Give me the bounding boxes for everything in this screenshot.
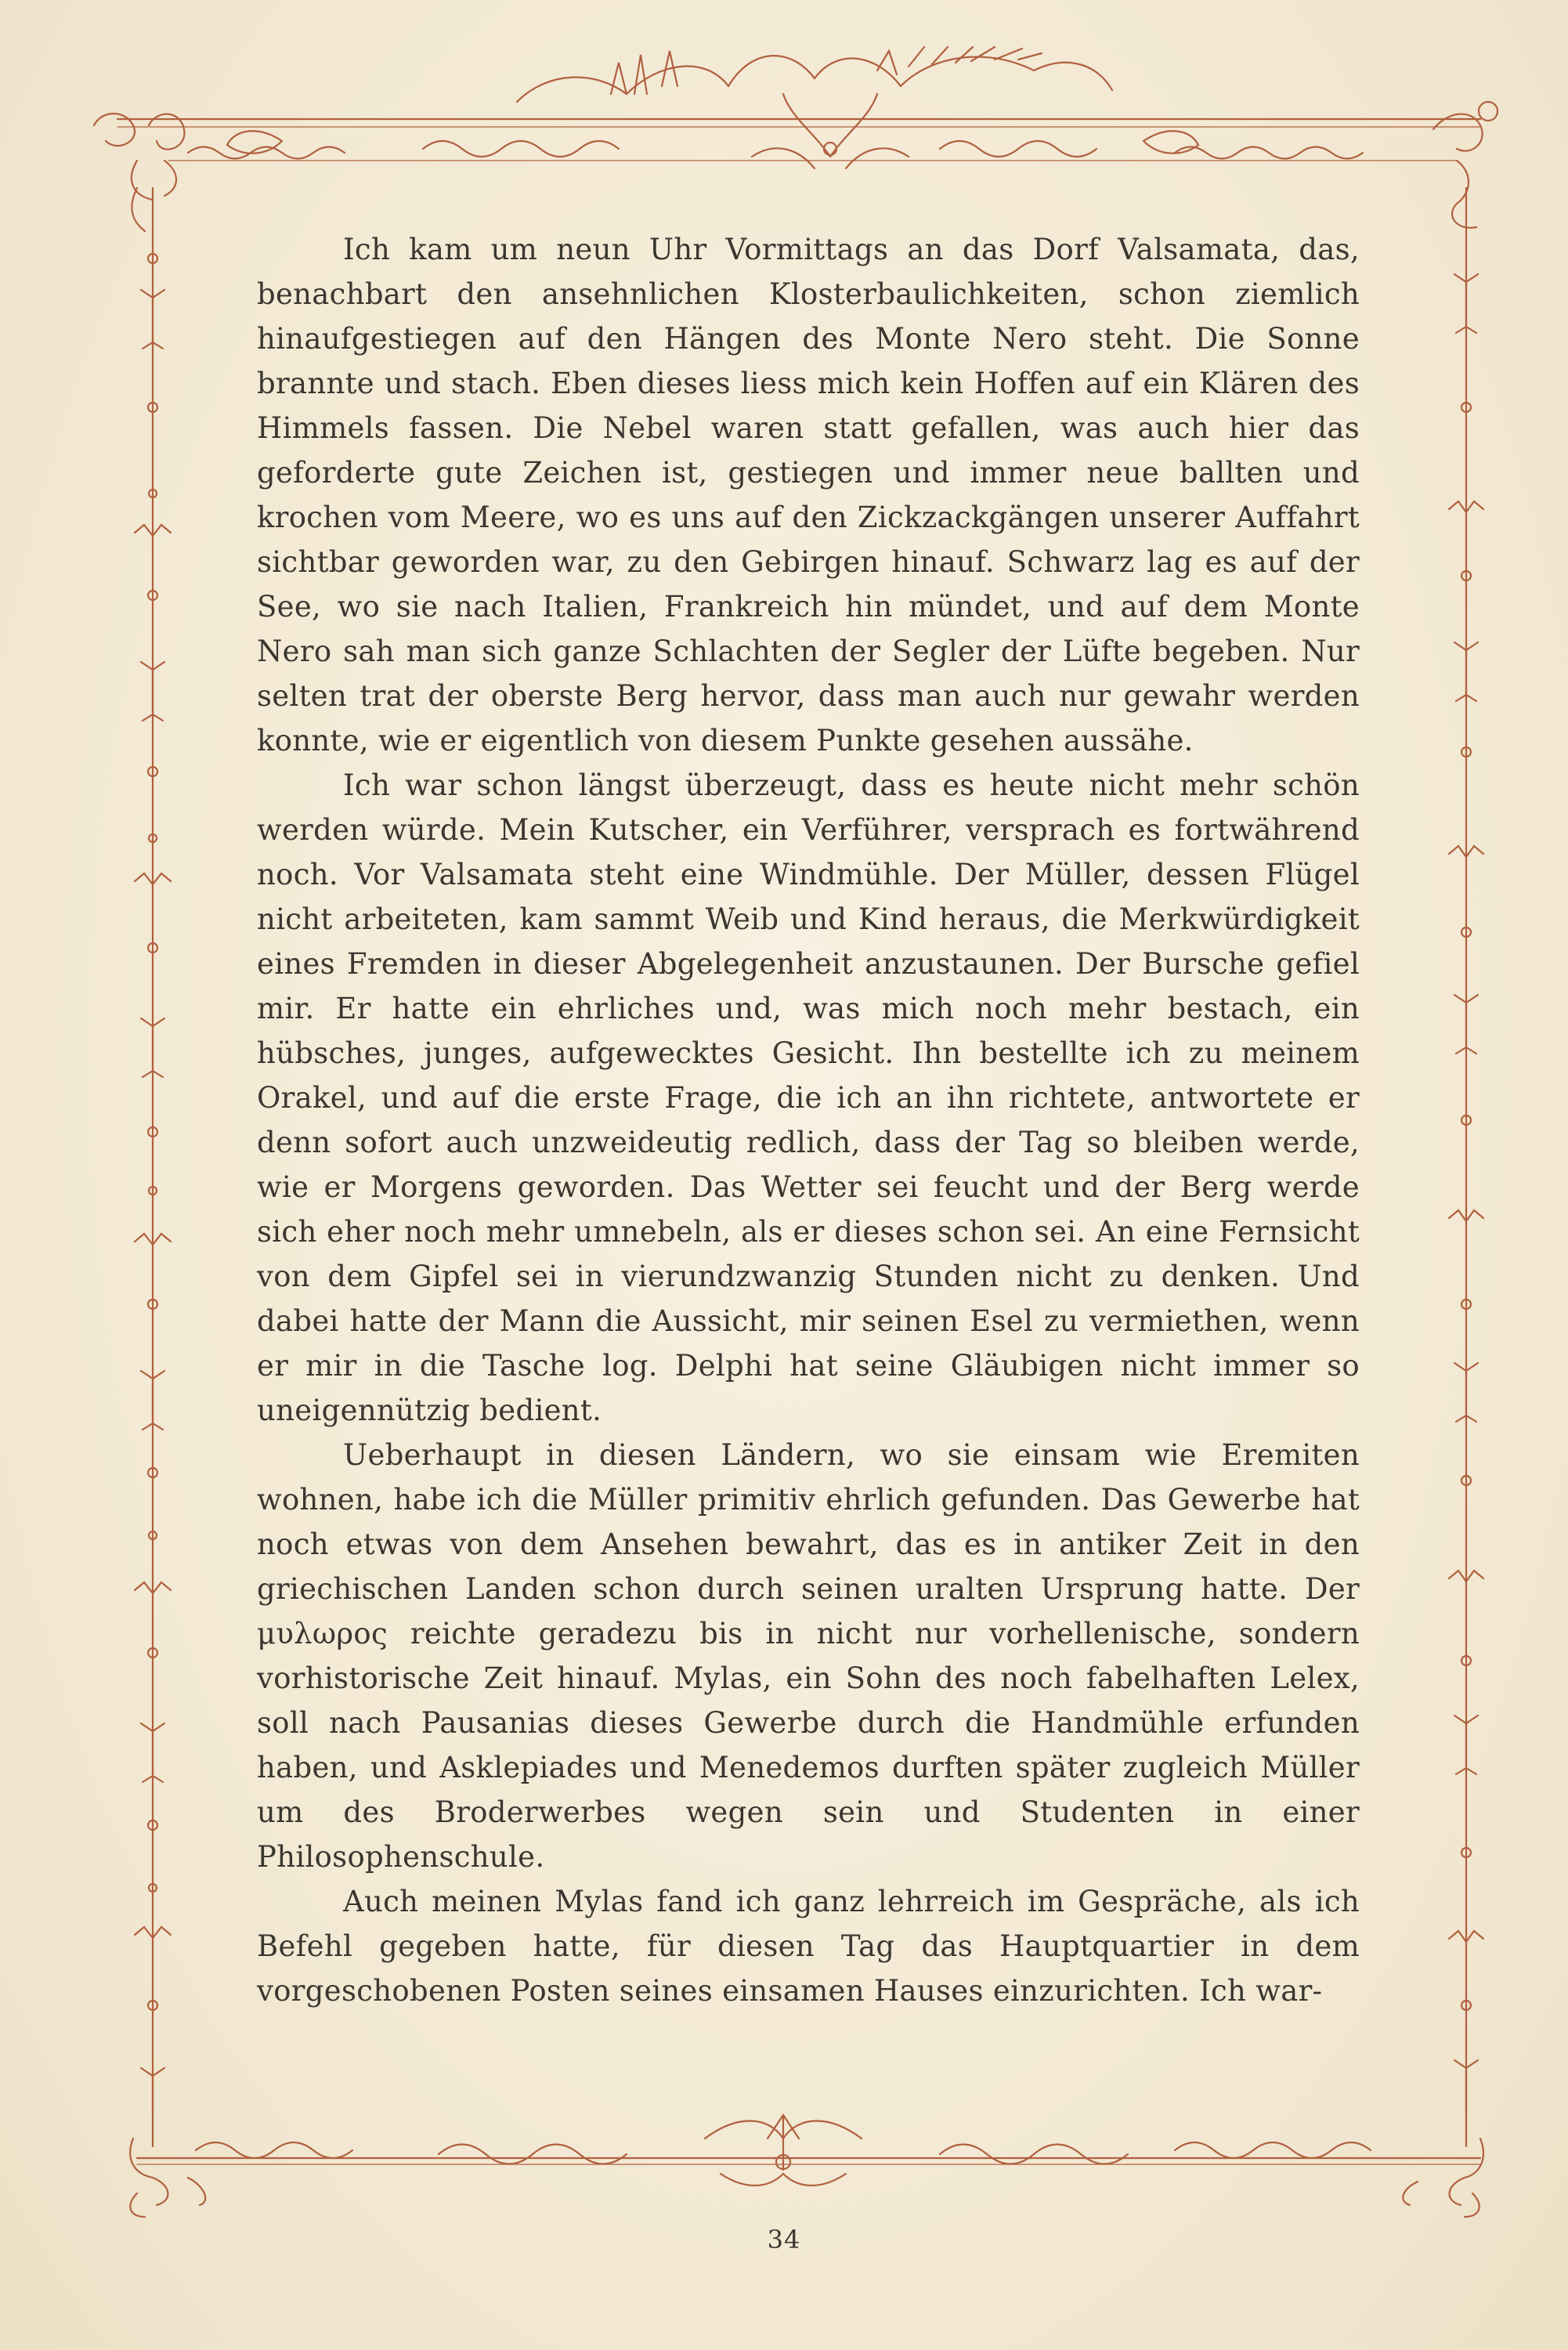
bottom-garland	[196, 2115, 1371, 2186]
top-left-corner-ornament	[94, 114, 184, 231]
paragraph-3: Ueberhaupt in diesen Ländern, wo sie einsam wie Eremiten wohnen, habe ich die Müller primitiv ehrlich gefunden. Das Gewerbe hat noch etwas von dem Ansehen bewahrt, das es in antiker Zeit in den griechischen Landen schon durch seinen uralten Ursprung hatte. Der μυλωρος reichte geradezu bis in nicht nur vorhellenische, sondern vorhistorische Zeit hinauf. Mylas, ein Sohn des noch fabelhaften Lelex, soll nach Pausanias dieses Gewerbe durch die Handmühle erfunden haben, und Asklepiades und Menedemos durften später zugleich Müller um des Broderwerbes wegen sein und Studenten in einer Philosophenschule.	[257, 1438, 1360, 1874]
page-number: 34	[767, 2225, 801, 2254]
paragraph-4: Auch meinen Mylas fand ich ganz lehrreich im Gespräche, als ich Befehl gegeben hatte, für diesen Tag das Hauptquartier in dem vorgeschobenen Posten seines einsamen Hauses einzurichten. Ich war-	[257, 1885, 1360, 2008]
top-crest-ornament	[517, 47, 1112, 168]
paragraph-1: Ich kam um neun Uhr Vormittags an das Dorf Valsamata, das, benachbart den ansehnlichen Klosterbaulichkeiten, schon ziemlich hinaufgestiegen auf den Hängen des Monte Nero steht. Die Sonne brannte und stach. Eben dieses liess mich kein Hoffen auf ein Klären des Himmels fassen. Die Nebel waren statt gefallen, was auch hier das geforderte gute Zeichen ist, gestiegen und immer neue ballten und krochen vom Meere, wo es uns auf den Zickzackgängen unserer Auffahrt sichtbar geworden war, zu den Gebirgen hinauf. Schwarz lag es auf der See, wo sie nach Italien, Frankreich hin mündet, und auf dem Monte Nero sah man sich ganze Schlachten der Segler der Lüfte begeben. Nur selten trat der oberste Berg hervor, dass man auch nur gewahr werden konnte, wie er eigentlich von diesem Punkte gesehen aussähe.	[257, 233, 1360, 757]
body-text	[257, 227, 1360, 2076]
top-garland	[188, 131, 1363, 158]
bottom-left-corner-ornament	[130, 2138, 205, 2217]
paragraph-2: Ich war schon längst überzeugt, dass es heute nicht mehr schön werden würde. Mein Kutscher, ein Verführer, versprach es fortwährend noch. Vor Valsamata steht eine Windmühle. Der Müller, dessen Flügel nicht arbeiteten, kam sammt Weib und Kind heraus, die Merkwürdigkeit eines Fremden in dieser Abgelegenheit anzustaunen. Der Bursche gefiel mir. Er hatte ein ehrliches und, was mich noch mehr bestach, ein hübsches, junges, aufgewecktes Gesicht. Ihn bestellte ich zu meinem Orakel, und auf die erste Frage, die ich an ihn richtete, antwortete er denn sofort auch unzweideutig redlich, dass der Tag so bleiben werde, wie er Morgens geworden. Das Wetter sei feucht und der Berg werde sich eher noch mehr umnebeln, als er dieses schon sei. An eine Fernsicht von dem Gipfel sei in vierundzwanzig Stunden nicht zu denken. Und dabei hatte der Mann die Aussicht, mir seinen Esel zu vermiethen, wenn er mir in die Tasche log. Delphi hat seine Gläubigen nicht immer so uneigennützig bedient.	[257, 768, 1360, 1427]
bottom-right-corner-ornament	[1403, 2138, 1483, 2217]
